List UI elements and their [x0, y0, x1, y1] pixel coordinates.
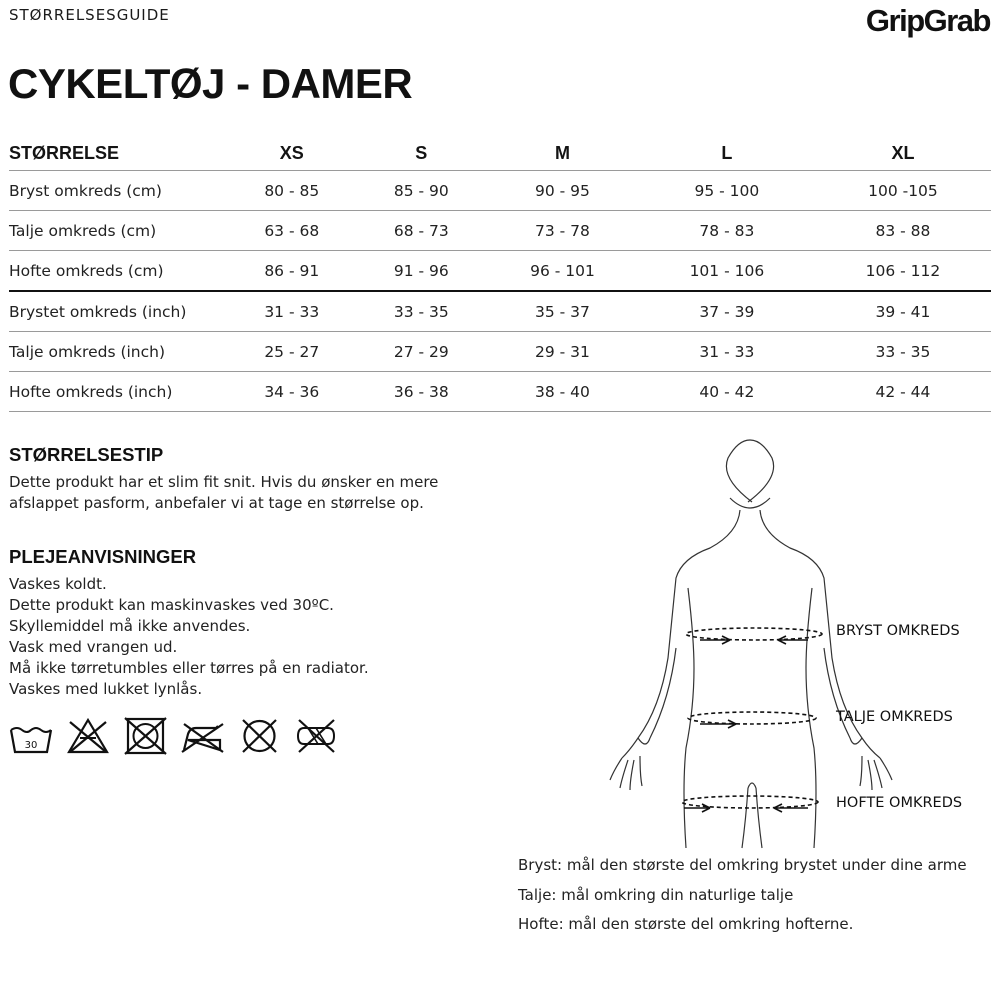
table-cell: 85 - 90 — [357, 171, 487, 211]
row-label: Hofte omkreds (cm) — [9, 251, 227, 292]
care-item: Vaskes koldt. — [9, 575, 107, 593]
table-cell: 40 - 42 — [639, 372, 815, 412]
table-cell: 27 - 29 — [357, 332, 487, 372]
size-tip-line: afslappet pasform, anbefaler vi at tage en størrelse op. — [9, 494, 424, 512]
table-cell: 80 - 85 — [227, 171, 357, 211]
brand-logo: GripGrab — [865, 3, 990, 38]
table-cell: 34 - 36 — [227, 372, 357, 412]
table-cell: 37 - 39 — [639, 291, 815, 332]
table-cell: 91 - 96 — [357, 251, 487, 292]
care-item: Må ikke tørretumbles eller tørres på en radiator. — [9, 659, 369, 677]
table-cell: 29 - 31 — [486, 332, 639, 372]
size-tip-line: Dette produkt har et slim fit snit. Hvis du ønsker en mere — [9, 473, 439, 491]
column-header: STØRRELSE — [9, 136, 227, 171]
no-dry-clean-icon — [237, 716, 282, 756]
size-table — [9, 136, 991, 412]
row-label: Talje omkreds (cm) — [9, 211, 227, 251]
care-item: Dette produkt kan maskinvaskes ved 30ºC. — [9, 596, 334, 614]
no-tumble-dry-icon — [123, 716, 168, 756]
row-label: Bryst omkreds (cm) — [9, 171, 227, 211]
table-row — [9, 332, 991, 372]
column-header: XS — [227, 136, 357, 171]
measure-instruction: Talje: mål omkring din naturlige talje — [518, 886, 794, 904]
size-tip-heading: STØRRELSESTIP — [9, 444, 164, 465]
no-iron-icon — [180, 716, 225, 756]
care-item: Skyllemiddel må ikke anvendes. — [9, 617, 251, 635]
table-cell: 38 - 40 — [486, 372, 639, 412]
table-row — [9, 171, 991, 211]
table-cell: 83 - 88 — [815, 211, 991, 251]
table-cell: 35 - 37 — [486, 291, 639, 332]
table-cell: 68 - 73 — [357, 211, 487, 251]
table-cell: 36 - 38 — [357, 372, 487, 412]
size-tip-text — [9, 472, 438, 514]
bust-label: BRYST OMKREDS — [836, 623, 960, 639]
column-header: S — [357, 136, 487, 171]
table-cell: 86 - 91 — [227, 251, 357, 292]
no-wring-icon — [294, 716, 339, 756]
table-cell: 39 - 41 — [815, 291, 991, 332]
table-cell: 31 - 33 — [227, 291, 357, 332]
row-label: Brystet omkreds (inch) — [9, 291, 227, 332]
care-item: Vaskes med lukket lynlås. — [9, 680, 203, 698]
table-cell: 63 - 68 — [227, 211, 357, 251]
table-row — [9, 211, 991, 251]
table-cell: 106 - 112 — [815, 251, 991, 292]
column-header: XL — [815, 136, 991, 171]
table-row — [9, 291, 991, 332]
care-item: Vask med vrangen ud. — [9, 638, 178, 656]
column-header: M — [486, 136, 639, 171]
size-table-header — [9, 136, 991, 171]
table-cell: 78 - 83 — [639, 211, 815, 251]
svg-text:30: 30 — [24, 740, 38, 751]
waist-label: TALJE OMKREDS — [836, 709, 953, 725]
measure-instruction: Bryst: mål den største del omkring brystet under dine arme — [518, 856, 967, 874]
table-cell: 101 - 106 — [639, 251, 815, 292]
table-row — [9, 372, 991, 412]
guide-label: STØRRELSESGUIDE — [9, 6, 170, 24]
wash-30-icon — [9, 716, 54, 756]
row-label: Talje omkreds (inch) — [9, 332, 227, 372]
care-instructions — [9, 574, 369, 700]
table-cell: 100 -105 — [815, 171, 991, 211]
table-cell: 25 - 27 — [227, 332, 357, 372]
care-symbols — [9, 716, 339, 756]
column-header: L — [639, 136, 815, 171]
table-cell: 73 - 78 — [486, 211, 639, 251]
table-row — [9, 251, 991, 292]
care-heading: PLEJEANVISNINGER — [9, 546, 197, 567]
table-cell: 33 - 35 — [815, 332, 991, 372]
table-cell: 42 - 44 — [815, 372, 991, 412]
no-bleach-icon — [66, 716, 111, 756]
hip-label: HOFTE OMKREDS — [836, 795, 963, 811]
table-cell: 31 - 33 — [639, 332, 815, 372]
row-label: Hofte omkreds (inch) — [9, 372, 227, 412]
table-cell: 96 - 101 — [486, 251, 639, 292]
table-cell: 95 - 100 — [639, 171, 815, 211]
page-title: CYKELTØJ - DAMER — [8, 60, 413, 107]
table-cell: 90 - 95 — [486, 171, 639, 211]
measure-instruction: Hofte: mål den største del omkring hofterne. — [518, 915, 854, 933]
table-cell: 33 - 35 — [357, 291, 487, 332]
